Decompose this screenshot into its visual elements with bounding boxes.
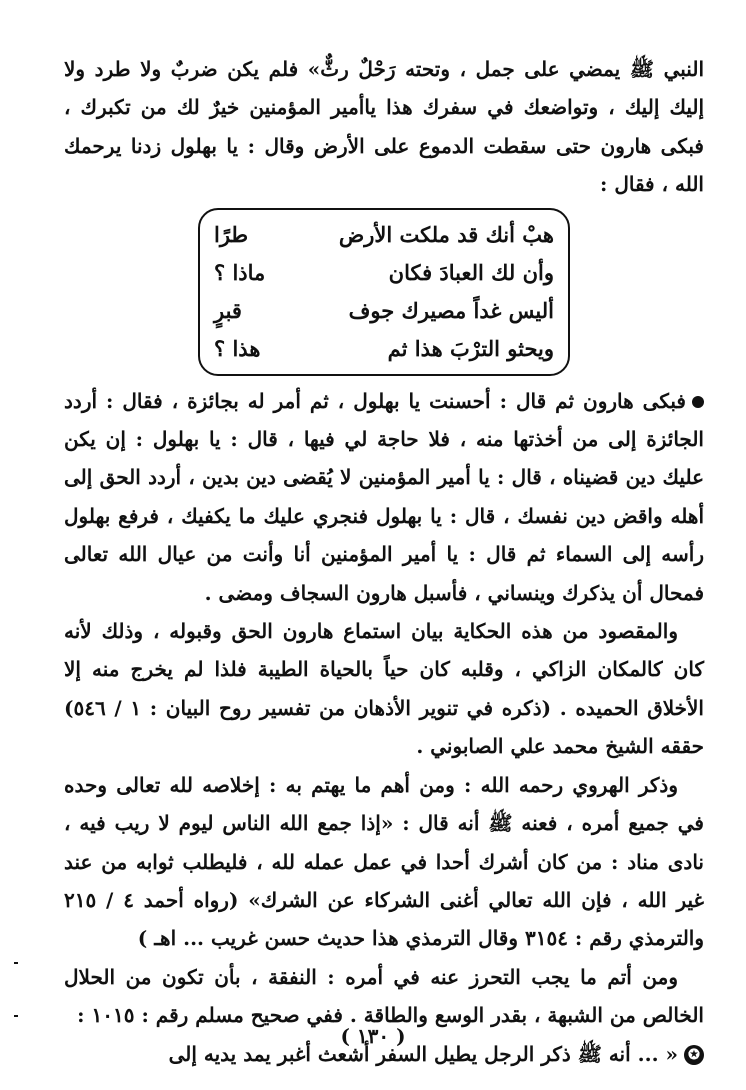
paragraph-bullet-text: فبكى هارون ثم قال : أحسنت يا بهلول ، ثم أمر له بجائزة ، فقال : أردد الجائزة إلى من أخذتها منه ، فلا حاجة لي فيها ، قال : يا بهلول : إن يكن عليك دين قضيناه ، قال : يا أمير المؤمنين لا يُقضى دين بدين ، أردد الحق إلى أهله واقض دين نفسك ، قال : يا بهلول فنجري عليك ما يكفيك ، فرفع بهلول رأسه إلى السماء ثم قال : يا أمير المؤمنين أنا وأنت من عيال الله تعالى فمحال أن يذكرك وينساني ، فأسبل هارون السجاف ومضى .: [64, 388, 704, 605]
poem-line: [214, 216, 554, 254]
poem-hemistich: أليس غداً مصيرك جوف: [348, 297, 554, 323]
poem-hemistich: ويحثو الترْبَ هذا ثم: [387, 335, 554, 361]
bullet-icon: [692, 396, 704, 408]
edge-mark: [14, 1015, 18, 1017]
poem-hemistich: ماذا ؟: [214, 259, 266, 285]
poem-hemistich: طرًا: [214, 221, 249, 247]
paragraph-explanation: والمقصود من هذه الحكاية بيان استماع هارون الحق وقبوله ، وذلك لأنه كان كالمكان الزاكي ، وقلبه كان حياً بالحياة الطيبة فلذا لم يخرج منه إلا الأخلاق الحميده . (ذكره في تنوير الأذهان من تفسير روح البيان : ١ / ٥٤٦) حققه الشيخ محمد علي الصابوني .: [64, 619, 704, 759]
paragraph-nafaqa: ومن أتم ما يجب التحرز عنه في أمره : النفقة ، بأن تكون من الحلال الخالص من الشبهة ، بقدر الوسع والطاقة . ففي صحيح مسلم رقم : ١٠١٥ :: [64, 964, 704, 1028]
page-body: [64, 50, 704, 1073]
paragraph-bullet: [64, 382, 704, 612]
edge-mark: [14, 962, 18, 964]
paragraph-intro: النبي ﷺ يمضي على جمل ، وتحته رَحْلٌ رثٌّ» فلم يكن ضربٌ ولا طرد ولا إليك إليك ، وتواضعك في سفرك هذا ياأمير المؤمنين خيرٌ لك من تكبرك ، فبكى هارون حتى سقطت الدموع على الأرض وقال : يا بهلول زدنا يرحمك الله ، فقال :: [64, 57, 704, 197]
poem-hemistich: وأن لك العبادَ فكان: [388, 259, 554, 285]
poem-hemistich: هبْ أنك قد ملكت الأرض: [338, 221, 554, 247]
star-icon: ✪: [684, 1045, 704, 1065]
page-number: ( ١٣٠ ): [340, 1024, 406, 1048]
poem-hemistich: هذا ؟: [214, 335, 261, 361]
poem-line: [214, 292, 554, 330]
poem-box: [198, 208, 570, 376]
paragraph-hadith-text: « ... أنه ﷺ ذكر الرجل يطيل السفر أشعث أغبر يمد يديه إلى: [168, 1041, 678, 1066]
poem-line: [214, 254, 554, 292]
poem-hemistich: قبرٍ: [214, 297, 242, 323]
poem-line: [214, 330, 554, 368]
paragraph-herawi: وذكر الهروي رحمه الله : ومن أهم ما يهتم به : إخلاصه لله تعالى وحده في جميع أمره ، فعنه ﷺ أنه قال : «إذا جمع الله الناس ليوم لا ريب فيه ، نادى مناد : من كان أشرك أحدا في عمل عمله لله ، فليطلب ثوابه من عند غير الله ، فإن الله تعالي أغنى الشركاء عن الشرك» (رواه أحمد ٤ / ٢١٥ والترمذي رقم : ٣١٥٤ وقال الترمذي هذا حديث حسن غريب ... اهـ ): [64, 772, 704, 951]
